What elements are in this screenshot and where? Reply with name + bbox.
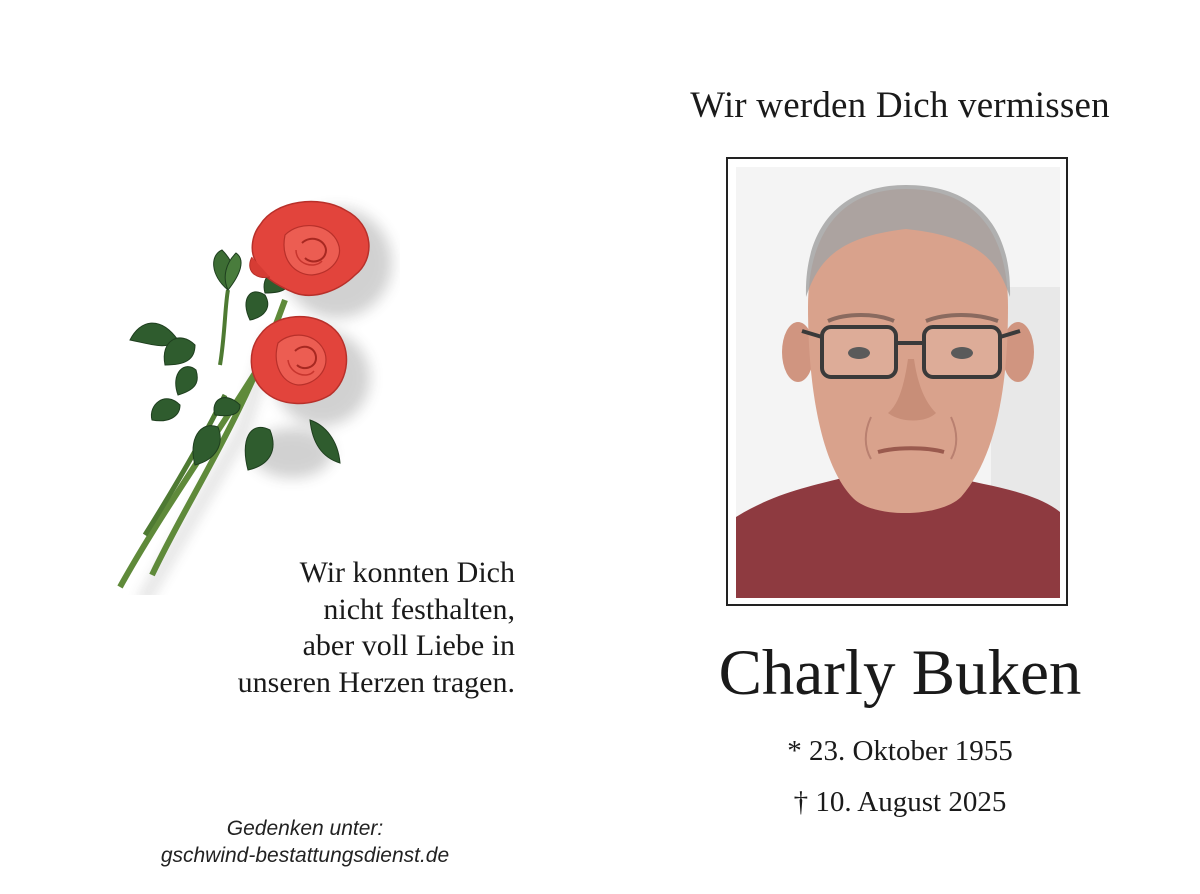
rose-bloom-bottom <box>251 317 346 404</box>
verse-line: nicht festhalten, <box>323 592 515 626</box>
death-date: † 10. August 2025 <box>793 786 1007 818</box>
footer-label: Gedenken unter: <box>226 817 384 840</box>
leaf <box>176 367 198 395</box>
leaf <box>151 399 180 421</box>
verse-line: unseren Herzen tragen. <box>237 665 515 699</box>
leaf <box>246 292 268 320</box>
birth-date: * 23. Oktober 1955 <box>787 735 1013 767</box>
portrait-photo <box>736 167 1060 598</box>
verse-line: aber voll Liebe in <box>302 629 515 662</box>
memorial-footer <box>100 815 510 869</box>
headline: Wir werden Dich vermissen <box>690 85 1110 126</box>
portrait-frame <box>726 157 1068 606</box>
rose-illustration <box>100 195 400 595</box>
verse-line: Wir konnten Dich <box>299 556 515 589</box>
memorial-verse <box>160 555 515 701</box>
memorial-website: gschwind-bestattungsdienst.de <box>160 844 450 867</box>
deceased-name: Charly Buken <box>718 637 1082 709</box>
rose-stem <box>120 365 260 587</box>
